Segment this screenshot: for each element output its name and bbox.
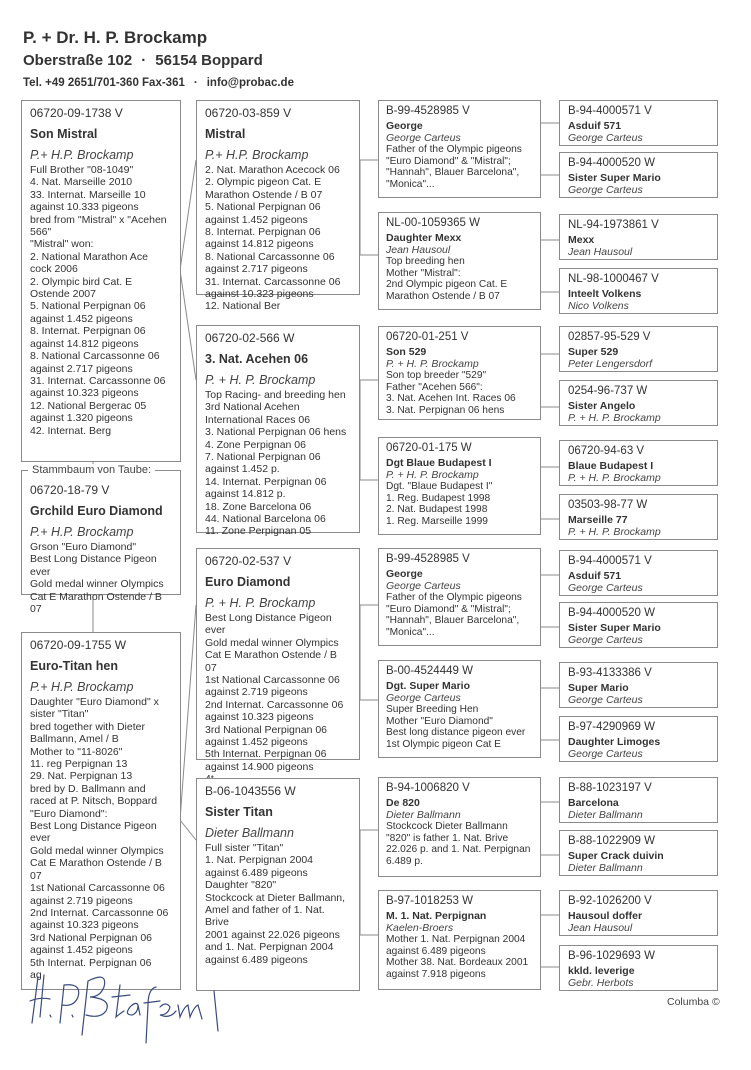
- description: [205, 164, 351, 313]
- ring-number: 06720-09-1755 W: [30, 638, 127, 652]
- description-line: against 2.719 pigeons: [30, 894, 133, 907]
- description-line: "Euro Diamond":: [30, 807, 108, 820]
- ring-number: 06720-94-63 V: [568, 445, 645, 457]
- owner: Peter Lengersdorf: [568, 358, 653, 370]
- description-line: Full Brother "08-1049": [30, 164, 134, 176]
- description-line: Best Long Distance Pigeon ever: [205, 612, 332, 637]
- ring-number: 06720-09-1738 V: [30, 106, 123, 120]
- pigeon-name: Super 529: [568, 346, 619, 358]
- description-line: 7. National Perpignan 06: [205, 451, 321, 464]
- pedigree-card-great-grandparent[interactable]: [559, 380, 718, 426]
- description: [30, 541, 172, 615]
- ring-number: 06720-01-175 W: [386, 442, 472, 454]
- description-line: 29. Nat. Perpignan 13: [30, 770, 133, 783]
- description-line: 14. Internat. Perpignan 06: [205, 475, 327, 488]
- description: [205, 389, 351, 538]
- description-line: against 10.323 pigeons: [30, 919, 139, 932]
- description-line: 1. Reg. Budapest 1998: [386, 492, 491, 504]
- pigeon-name: Mexx: [568, 234, 595, 246]
- owner: P.+ H.P. Brockamp: [30, 680, 134, 694]
- pigeon-name: Dgt. Super Mario: [386, 680, 471, 692]
- pedigree-card-great-grandparent[interactable]: [559, 152, 718, 198]
- description-line: 2. Olympic pigeon Cat. E: [205, 176, 322, 189]
- description-line: Amel and father of 1. Nat. Brive: [205, 904, 325, 929]
- description-line: Stockcock Dieter Ballmann: [386, 821, 508, 832]
- owner: P.+ H.P. Brockamp: [30, 148, 134, 162]
- description-line: Marathon Ostende / B 07: [386, 291, 500, 303]
- description-line: Marathon Ostende / B 07: [205, 188, 323, 201]
- pigeon-name: Super Crack duivin: [568, 850, 664, 862]
- pedigree-card-great-grandparent[interactable]: [559, 716, 718, 762]
- description-line: against 2.717 pigeons: [205, 263, 308, 276]
- description-line: 5. National Perpignan 06: [30, 300, 146, 313]
- signature-drawing: [20, 965, 240, 1040]
- description-line: Gold medal winner Olympics: [205, 636, 339, 649]
- description-line: 44. National Barcelona 06: [205, 513, 326, 526]
- description-line: 8. Internat. Perpignan 06: [30, 325, 146, 338]
- ring-number: 03503-98-77 W: [568, 499, 648, 511]
- pigeon-name: Mistral: [205, 127, 246, 141]
- pedigree-card-great-grandparent[interactable]: [559, 214, 718, 260]
- pigeon-name: Barcelona: [568, 797, 619, 809]
- ring-number: 06720-02-537 V: [205, 554, 292, 568]
- owner: P.+ H.P. Brockamp: [30, 525, 134, 539]
- owner: George Carteus: [568, 694, 643, 706]
- ring-number: 06720-18-79 V: [30, 483, 110, 497]
- owner: P. + H. P. Brockamp: [386, 358, 479, 370]
- description-line: against 14.812 pigeons: [205, 238, 314, 251]
- pedigree-card-acehen[interactable]: [196, 325, 360, 538]
- pigeon-name: De 820: [386, 797, 420, 809]
- owner: Jean Hausoul: [568, 246, 633, 258]
- description-line: 3. Nat. Acehen Int. Races 06: [386, 393, 516, 405]
- owner: Jean Hausoul: [568, 922, 633, 934]
- description-line: 4. Zone Perpignan 06: [205, 438, 306, 451]
- pedigree-card-euro-titan-hen[interactable]: [21, 632, 181, 990]
- description-line: Cat E Marathon Ostende / B 07: [205, 649, 337, 674]
- description-line: 12. National Ber: [205, 300, 281, 313]
- description-line: Best Long Distance Pigeon ever: [30, 553, 157, 578]
- description-line: against 10.323 pigeons: [30, 387, 139, 400]
- connector-line: [180, 605, 196, 820]
- description-line: "Hannah", Blauer Barcelona",: [386, 167, 520, 179]
- owner: George Carteus: [568, 184, 643, 196]
- ring-number: 06720-01-251 V: [386, 331, 469, 343]
- owner: Dieter Ballmann: [386, 809, 461, 821]
- pedigree-card-great-grandparent[interactable]: [559, 268, 718, 314]
- owner: Dieter Ballmann: [568, 862, 643, 874]
- pigeon-name: Sister Angelo: [568, 400, 636, 412]
- owner: P. + H. P. Brockamp: [568, 412, 661, 424]
- description-line: Daughter "820": [205, 879, 277, 892]
- description-line: "Monica"...: [386, 179, 435, 191]
- pedigree-card-great-grandparent[interactable]: [559, 100, 718, 146]
- description: [386, 934, 533, 981]
- owner: Jean Hausoul: [386, 244, 451, 256]
- description-line: "Euro Diamond" & "Mistral";: [386, 155, 511, 167]
- description-line: Mother to "11-8026": [30, 745, 123, 758]
- description: [205, 842, 351, 966]
- description-line: 33. Internat. Marseille 10: [30, 188, 146, 201]
- pigeon-name: Sister Super Mario: [568, 622, 661, 634]
- description: [386, 144, 533, 191]
- description-line: 5th Internat. Perpignan 06: [205, 748, 327, 761]
- description-line: Grson "Euro Diamond": [30, 541, 137, 553]
- pedigree-card-grandparent[interactable]: [378, 437, 541, 535]
- description-line: against 10.323 pigeons: [205, 288, 314, 301]
- description-line: 3rd National Acehen: [205, 401, 300, 414]
- pedigree-card-great-grandparent[interactable]: [559, 550, 718, 596]
- description-line: against 14.812 p.: [205, 488, 286, 501]
- description-line: Gold medal winner Olympics: [30, 578, 164, 591]
- description-line: and 1. Nat. Perpignan 2004: [205, 941, 334, 954]
- pedigree-card-great-grandparent[interactable]: [559, 662, 718, 708]
- pigeon-name: Blaue Budapest I: [568, 460, 654, 472]
- description-line: "Mistral" won:: [30, 238, 94, 251]
- description-line: Dgt. "Blaue Budapest I": [386, 481, 493, 492]
- street: Oberstraße 102: [23, 52, 133, 69]
- pigeon-name: Super Mario: [568, 682, 629, 694]
- pigeon-name: Sister Titan: [205, 805, 273, 819]
- description-line: 2. National Marathon Ace cock 2006: [30, 250, 148, 276]
- description: [386, 704, 533, 751]
- pigeon-name: Grchild Euro Diamond: [30, 504, 163, 518]
- description-line: Best Long Distance Pigeon ever: [30, 820, 157, 845]
- ring-number: B-93-4133386 V: [568, 667, 652, 679]
- description-line: Mother "Mistral":: [386, 267, 461, 279]
- description-line: against 10.333 pigeons: [30, 201, 139, 214]
- description-line: 3. Nat. Perpignan 06 hens: [386, 405, 505, 417]
- description-line: 4. Nat. Marseille 2010: [30, 176, 133, 189]
- description-line: 1. Reg. Marseille 1999: [386, 516, 488, 528]
- pigeon-name: kkld. leverige: [568, 965, 635, 977]
- connector-line: [180, 160, 196, 270]
- description-line: 6.489 p.: [386, 856, 423, 868]
- pedigree-card-grandparent[interactable]: [378, 100, 541, 198]
- description-line: 2. Nat. Marathon Acecock 06: [205, 164, 340, 176]
- pigeon-name: George: [386, 120, 423, 132]
- pedigree-card-son-mistral[interactable]: [21, 100, 181, 462]
- description-line: "820" is father 1. Nat. Brive: [386, 832, 509, 844]
- description: [386, 481, 533, 528]
- owner: Gebr. Herbots: [568, 977, 634, 989]
- description-line: against 6.489 pigeons: [205, 866, 308, 879]
- description-line: 2. Olympic bird Cat. E Ostende 2007: [30, 275, 133, 301]
- description-line: 2nd Olympic pigeon Cat. E: [386, 279, 508, 291]
- pedigree-card-mistral[interactable]: [196, 100, 360, 313]
- owner: P. + H. P. Brockamp: [205, 373, 316, 387]
- owner: P. + H. P. Brockamp: [205, 596, 316, 610]
- ring-number: NL-00-1059365 W: [386, 217, 480, 229]
- owner: George Carteus: [568, 634, 643, 646]
- description-line: bred by D. Ballmann and raced at P. Nitsch, Boppard: [30, 782, 158, 808]
- description-line: 8. National Carcassonne 06: [205, 250, 335, 263]
- ring-number: B-94-4000520 W: [568, 157, 655, 169]
- description-line: 3rd National Perpignan 06: [30, 931, 153, 944]
- ring-number: B-99-4528985 V: [386, 553, 470, 565]
- pedigree-card-great-grandparent[interactable]: [559, 440, 718, 486]
- description-line: against 14.812 pigeons: [30, 337, 139, 350]
- description-line: Top Racing- and breeding hen: [205, 389, 346, 401]
- ring-number: B-88-1022909 W: [568, 835, 655, 847]
- description-line: Mother 1. Nat. Perpignan 2004: [386, 934, 526, 945]
- pedigree-card-great-grandparent[interactable]: [559, 945, 718, 991]
- owner: P. + H. P. Brockamp: [568, 472, 661, 484]
- owner: Kaelen-Broers: [386, 922, 454, 934]
- ring-number: B-97-1018253 W: [386, 895, 473, 907]
- description-line: Gold medal winner Olympics: [30, 844, 164, 857]
- connector-line: [180, 820, 196, 840]
- description-line: 8. Internat. Perpignan 06: [205, 226, 321, 239]
- description-line: 1st Olympic pigeon Cat E: [386, 739, 501, 751]
- pedigree-card-great-grandparent[interactable]: [559, 830, 718, 876]
- description: [30, 696, 172, 981]
- description-line: Mother 38. Nat. Bordeaux 2001: [386, 957, 529, 969]
- description-line: against 1.320 pigeons: [30, 412, 133, 425]
- description: [205, 612, 351, 786]
- description-line: against 7.918 pigeons: [386, 969, 486, 981]
- description-line: against 2.719 pigeons: [205, 686, 308, 699]
- connector-line: [180, 270, 196, 380]
- description-line: Cat E Marathon Ostende / B 07: [30, 857, 162, 882]
- description-line: 22.026 p. and 1. Nat. Perpignan: [386, 844, 531, 856]
- pigeon-name: George: [386, 568, 423, 580]
- ring-number: B-06-1043556 W: [205, 784, 296, 798]
- pigeon-name: Euro-Titan hen: [30, 659, 118, 673]
- description-line: Best long distance pigeon ever: [386, 727, 526, 739]
- description-line: 1st National Carcassonne 06: [205, 674, 340, 687]
- ring-number: B-92-1026200 V: [568, 895, 652, 907]
- owner: George Carteus: [568, 748, 643, 760]
- email[interactable]: info@probac.de: [206, 77, 294, 89]
- pigeon-name: Asduif 571: [568, 570, 622, 582]
- description-line: Daughter "Euro Diamond" x sister "Titan": [30, 696, 159, 721]
- pigeon-name: Sister Super Mario: [568, 172, 661, 184]
- pigeon-name: Daughter Limoges: [568, 736, 661, 748]
- description-line: 18. Zone Barcelona 06: [205, 500, 312, 513]
- description-line: 3. National Perpignan 06 hens: [205, 426, 347, 439]
- description-line: Father "Acehen 566":: [386, 381, 483, 393]
- description-line: 2001 against 22.026 pigeons: [205, 928, 340, 941]
- owner: George Carteus: [386, 580, 461, 592]
- description-line: Father of the Olympic pigeons: [386, 144, 522, 155]
- ring-number: 06720-03-859 V: [205, 106, 292, 120]
- pedigree-card-great-grandparent[interactable]: [559, 602, 718, 648]
- description-line: Cat E Marathon Ostende / B 07: [30, 590, 162, 616]
- ring-number: B-94-4000571 V: [568, 555, 652, 567]
- description-line: 3rd National Perpignan 06: [205, 723, 328, 736]
- copyright-footer: Columba ©: [667, 996, 720, 1008]
- pedigree-card-euro-diamond[interactable]: [196, 548, 360, 773]
- description-line: 5th Internat. Perpignan 06: [30, 956, 152, 969]
- pedigree-card-grandparent[interactable]: [378, 890, 541, 990]
- pigeon-name: 3. Nat. Acehen 06: [205, 352, 309, 366]
- ring-number: 0254-96-737 W: [568, 385, 648, 397]
- description-line: 1. Nat. Perpignan 2004: [205, 854, 313, 867]
- description: [386, 256, 533, 303]
- description-line: 12. National Bergerac 05: [30, 399, 147, 412]
- description-line: International Races 06: [205, 413, 311, 426]
- owner: George Carteus: [568, 582, 643, 594]
- phone-fax: Tel. +49 2651/701-360 Fax-361: [23, 77, 185, 89]
- pigeon-name: Marseille 77: [568, 514, 628, 526]
- owner: P. + H. P. Brockamp: [386, 469, 479, 481]
- pedigree-card-great-grandparent[interactable]: [559, 777, 718, 823]
- owner: George Carteus: [568, 132, 643, 144]
- description-line: against 6.489 pigeons: [205, 953, 308, 966]
- description-line: 8. National Carcassonne 06: [30, 350, 160, 363]
- pedigree-card-grandparent[interactable]: [378, 212, 541, 310]
- description-line: "Monica"...: [386, 627, 435, 639]
- description-line: Super Breeding Hen: [386, 704, 479, 715]
- pedigree-card-grchild-euro-diamond[interactable]: [21, 470, 181, 616]
- ring-number: NL-98-1000467 V: [568, 273, 659, 285]
- ring-number: 06720-02-566 W: [205, 331, 295, 345]
- ring-number: B-99-4528985 V: [386, 105, 470, 117]
- owner: Dieter Ballmann: [205, 826, 294, 840]
- description-line: against 1.452 pigeons: [205, 213, 308, 226]
- pigeon-name: M. 1. Nat. Perpignan: [386, 910, 487, 922]
- separator: ·: [193, 77, 198, 89]
- description-line: "Hannah", Blauer Barcelona",: [386, 615, 520, 627]
- description-line: against 2.717 pigeons: [30, 362, 133, 375]
- description-line: Top breeding hen: [386, 256, 465, 267]
- description-line: 31. Internat. Carcassonne 06: [30, 374, 166, 387]
- owner: George Carteus: [386, 132, 461, 144]
- description-line: against 1.452 p.: [205, 463, 280, 476]
- description-line: against 14.900 pigeons: [205, 760, 314, 773]
- pedigree-subject-label: Stammbaum von Taube:: [28, 464, 155, 477]
- ring-number: B-94-1006820 V: [386, 782, 470, 794]
- description-line: Mother "Euro Diamond": [386, 715, 493, 727]
- pedigree-card-grandparent[interactable]: [378, 548, 541, 646]
- description-line: Stockcock at Dieter Ballmann,: [205, 891, 346, 904]
- description-line: Father of the Olympic pigeons: [386, 592, 522, 603]
- owner: P. + H. P. Brockamp: [568, 526, 661, 538]
- description: [386, 370, 533, 417]
- owner: Dieter Ballmann: [568, 809, 643, 821]
- description-line: 31. Internat. Carcassonne 06: [205, 275, 341, 288]
- description: [30, 164, 172, 437]
- ring-number: NL-94-1973861 V: [568, 219, 659, 231]
- breeder-name: P. + Dr. H. P. Brockamp: [23, 28, 208, 47]
- description-line: against 1.452 pigeons: [30, 944, 133, 957]
- description-line: bred from "Mistral" x "Acehen 566": [30, 213, 167, 239]
- ring-number: B-00-4524449 W: [386, 665, 473, 677]
- pigeon-name: Asduif 571: [568, 120, 622, 132]
- description-line: 11. Zone Perpignan 05: [205, 525, 312, 538]
- pedigree-card-grandparent[interactable]: [378, 660, 541, 758]
- pigeon-name: Son Mistral: [30, 127, 98, 141]
- description-line: bred together with Dieter Ballmann, Amel / B: [30, 720, 145, 746]
- description-line: 2nd Internat. Carcassonne 06: [205, 698, 344, 711]
- description-line: "Euro Diamond" & "Mistral";: [386, 603, 511, 615]
- description-line: 11. reg Perpignan 13: [30, 758, 128, 771]
- ring-number: B-94-4000571 V: [568, 105, 652, 117]
- ring-number: B-96-1029693 W: [568, 950, 655, 962]
- city: 56154 Boppard: [155, 52, 263, 69]
- ring-number: B-94-4000520 W: [568, 607, 655, 619]
- pigeon-name: Son 529: [386, 346, 427, 358]
- description-line: 1st National Carcassonne 06: [30, 882, 165, 895]
- owner: P.+ H.P. Brockamp: [205, 148, 309, 162]
- owner: George Carteus: [386, 692, 461, 704]
- pedigree-card-grandparent[interactable]: [378, 326, 541, 420]
- description-line: 42. Internat. Berg: [30, 424, 112, 437]
- pedigree-card-grandparent[interactable]: [378, 777, 541, 877]
- ring-number: 02857-95-529 V: [568, 331, 651, 343]
- ring-number: B-97-4290969 W: [568, 721, 655, 733]
- description: [386, 592, 533, 639]
- description-line: 5. National Perpignan 06: [205, 201, 321, 214]
- pigeon-name: Dgt Blaue Budapest I: [386, 457, 492, 469]
- pigeon-name: Daughter Mexx: [386, 232, 462, 244]
- separator: ·: [141, 52, 147, 69]
- description-line: ag: [30, 968, 42, 981]
- description: [386, 821, 533, 868]
- pedigree-card-great-grandparent[interactable]: [559, 494, 718, 540]
- pedigree-card-sister-titan[interactable]: [196, 778, 360, 991]
- pedigree-card-great-grandparent[interactable]: [559, 890, 718, 936]
- description-line: 2. Nat. Budapest 1998: [386, 504, 488, 516]
- pigeon-name: Hausoul doffer: [568, 910, 643, 922]
- description-line: Full sister "Titan": [205, 842, 284, 854]
- description-line: against 1.452 pigeons: [205, 736, 308, 749]
- pigeon-name: Euro Diamond: [205, 575, 291, 589]
- description-line: 2nd Internat. Carcassonne 06: [30, 906, 169, 919]
- description-line: against 10.323 pigeons: [205, 711, 314, 724]
- owner: Nico Volkens: [568, 300, 629, 312]
- pigeon-name: Inteelt Volkens: [568, 288, 642, 300]
- description-line: against 6.489 pigeons: [386, 945, 486, 957]
- description-line: against 1.452 pigeons: [30, 312, 133, 325]
- ring-number: B-88-1023197 V: [568, 782, 652, 794]
- description-line: Son top breeder "529": [386, 370, 487, 381]
- pedigree-card-great-grandparent[interactable]: [559, 326, 718, 372]
